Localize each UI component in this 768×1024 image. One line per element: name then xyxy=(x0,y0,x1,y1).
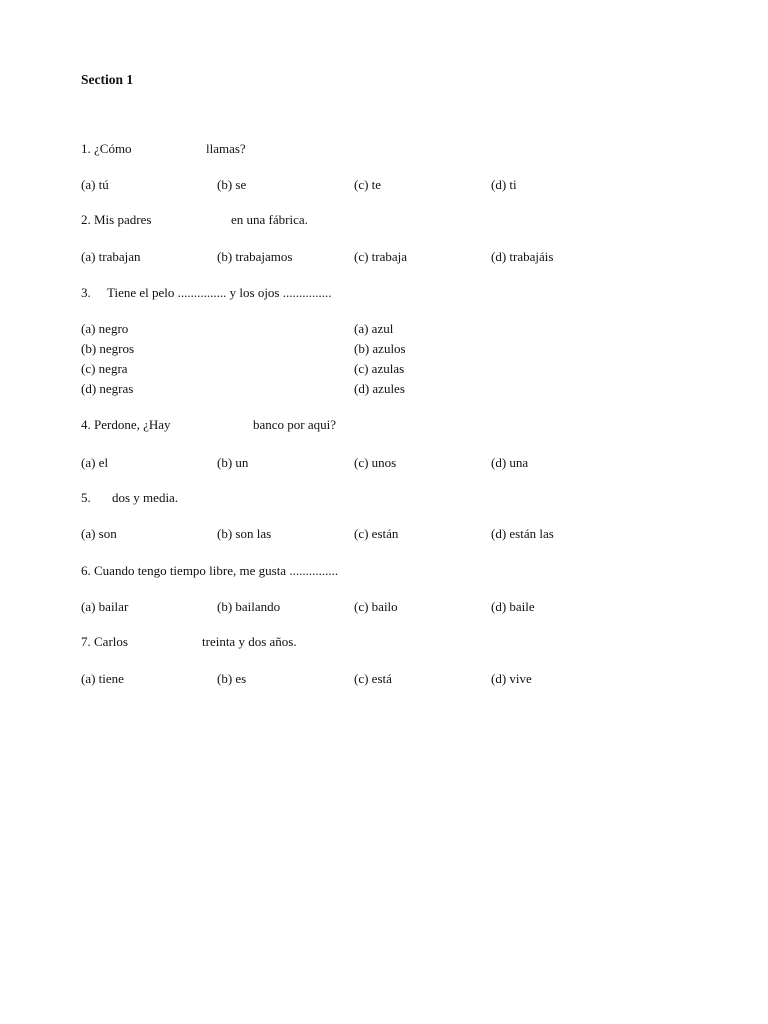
question-5-text: dos y media. xyxy=(112,490,179,505)
question-4-option-c: (c) unos xyxy=(354,455,397,470)
question-4-option-b: (b) un xyxy=(217,455,249,470)
question-1-option-d: (d) ti xyxy=(491,177,517,192)
question-6-text: 6. Cuando tengo tiempo libre, me gusta ............... xyxy=(81,563,339,578)
question-6-option-d: (d) baile xyxy=(491,599,535,614)
question-1-text-end: llamas? xyxy=(206,141,246,156)
question-4-text-end: banco por aqui? xyxy=(253,417,337,432)
question-7-option-a: (a) tiene xyxy=(81,671,124,686)
question-5-option-b: (b) son las xyxy=(217,526,272,541)
question-6-option-c: (c) bailo xyxy=(354,599,398,614)
question-5-option-c: (c) están xyxy=(354,526,399,541)
question-2-option-b: (b) trabajamos xyxy=(217,249,293,264)
question-2-option-a: (a) trabajan xyxy=(81,249,141,264)
question-4-text-start: 4. Perdone, ¿Hay xyxy=(81,417,171,432)
question-2-option-d: (d) trabajáis xyxy=(491,249,554,264)
question-2-option-c: (c) trabaja xyxy=(354,249,408,264)
question-2-text-start: 2. Mis padres xyxy=(81,212,152,227)
question-1-text-start: 1. ¿Cómo xyxy=(81,141,132,156)
question-3-right-option-d: (d) azules xyxy=(354,381,405,396)
question-3-text: Tiene el pelo ............... y los ojos ............... xyxy=(107,285,332,300)
question-5-number: 5. xyxy=(81,490,91,505)
question-6-option-a: (a) bailar xyxy=(81,599,129,614)
question-4-option-a: (a) el xyxy=(81,455,109,470)
question-5-option-a: (a) son xyxy=(81,526,117,541)
question-3-right-option-a: (a) azul xyxy=(354,321,394,336)
question-3-number: 3. xyxy=(81,285,91,300)
question-7-option-c: (c) está xyxy=(354,671,392,686)
question-3-left-option-a: (a) negro xyxy=(81,321,129,336)
question-5-option-d: (d) están las xyxy=(491,526,554,541)
question-1-option-c: (c) te xyxy=(354,177,382,192)
question-7-text-start: 7. Carlos xyxy=(81,634,128,649)
question-3-left-option-b: (b) negros xyxy=(81,341,135,356)
question-3-right-option-c: (c) azulas xyxy=(354,361,405,376)
question-4-option-d: (d) una xyxy=(491,455,529,470)
question-3-left-option-c: (c) negra xyxy=(81,361,128,376)
section-title: Section 1 xyxy=(81,72,134,87)
question-7-option-b: (b) es xyxy=(217,671,247,686)
question-7-option-d: (d) vive xyxy=(491,671,532,686)
question-7-text-end: treinta y dos años. xyxy=(202,634,297,649)
question-1-option-b: (b) se xyxy=(217,177,247,192)
question-2-text-end: en una fábrica. xyxy=(231,212,308,227)
question-1-option-a: (a) tú xyxy=(81,177,109,192)
question-3-left-option-d: (d) negras xyxy=(81,381,134,396)
question-3-right-option-b: (b) azulos xyxy=(354,341,406,356)
question-6-option-b: (b) bailando xyxy=(217,599,281,614)
